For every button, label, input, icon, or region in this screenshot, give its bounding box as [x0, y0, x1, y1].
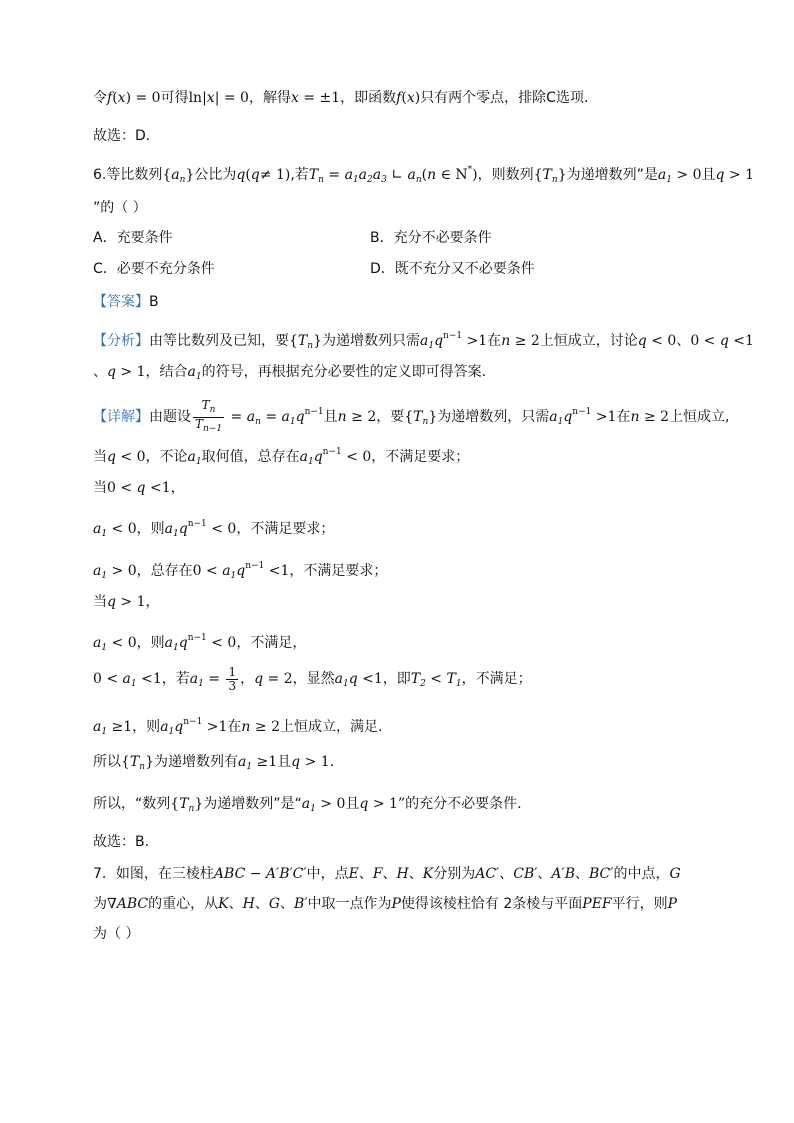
- detail-case: 当q < 0，不论$a_1$取何值，总存在$a_1q^{n-1} < 0$，不满足要求；: [93, 447, 470, 467]
- detail-case: $a_1 > 0$，总存在$0 < a_1q^{n-1} <1$，不满足要求；: [93, 561, 388, 581]
- analysis-line-2: 、q > 1，结合$a_1$的符号，再根据充分必要性的定义即可得答案.: [93, 364, 487, 382]
- option-b: B．充分不必要条件: [370, 230, 492, 246]
- detail-case: $a_1 < 0$，则$a_1q^{n-1} < 0$，不满足要求；: [93, 519, 335, 539]
- detail-case: $0 < a_1 <1$，若$a_1$ = $\frac{1}{3}$ ，q = 2，显然$a_1q <1$，即$T_2 < T_1$，不满足；: [93, 664, 532, 693]
- option-c: C．必要不充分条件: [93, 261, 215, 277]
- question-7: 7．如图，在三棱柱ABC − A′B′C′中，点E、F、H、K分别为AC′、CB′、A′B、BC′的中点，G: [93, 866, 681, 882]
- analysis-line-1: 【分析】由等比数列及已知，要$\{T_n\}$为递增数列只需$a_1q^{n-1} >1$在n ≥ 2上恒成立，讨论q < 0、0 < q <1: [93, 331, 754, 351]
- question-7-cont: 为（ ）: [93, 926, 140, 942]
- detail-line: 【详解】由题设 $\frac{T_n}{T_{n-1}}$ = $a_n = a_1q^{n-1}$且n ≥ 2，要$\{T_n\}$为递增数列，只需$a_1q^{n-1} >1$在n ≥ 2上恒成立,: [93, 397, 730, 434]
- detail-conclusion: 所以$\{T_n\}$为递增数列有$a_1 \ge 1$且q > 1.: [93, 754, 335, 772]
- question-6: 6.等比数列$\{a_n\}$公比为q(q≠ 1),若$T_n = a_1a_2a_3$ ∟ $a_n(n$ ∈ N*)，则数列$\{T_n\}$为递增数列”是$a_1 > 0$且q > 1: [93, 165, 755, 185]
- text-line: 故选：D.: [93, 128, 151, 144]
- detail-case: $a_1 \ge 1$，则$a_1q^{n-1} >1$在n ≥ 2上恒成立，满足.: [93, 717, 383, 737]
- answer-value: B: [149, 294, 159, 310]
- question-7-cont: 为∇ABC的重心，从K、H、G、B′中取一点作为P使得该棱柱恰有 2条棱与平面PEF平行，则P: [93, 896, 678, 912]
- option-d: D．既不充分又不必要条件: [370, 261, 535, 277]
- fraction: $\frac{T_n}{T_{n-1}}$: [195, 397, 223, 434]
- option-a: A．充要条件: [93, 230, 173, 246]
- detail-case: 当0 < q <1，: [93, 480, 185, 496]
- detail-case: 当q > 1，: [93, 594, 160, 610]
- question-6-cont: ”的（ ）: [93, 200, 147, 216]
- answer-line: [93, 292, 159, 312]
- detail-case: $a_1 < 0$，则$a_1q^{n-1} < 0$，不满足，: [93, 633, 307, 653]
- text-line: 令f(x) = 0可得ln|x| = 0，解得x = ±1，即函数f(x)只有两个零点，排除C选项.: [93, 90, 589, 106]
- answer-tag: 【答案】: [93, 294, 149, 310]
- answer-select: 故选：B.: [93, 834, 150, 850]
- detail-conclusion: 所以，“数列$\{T_n\}$为递增数列”是“$a_1 > 0$且q > 1”的充分不必要条件.: [93, 796, 522, 814]
